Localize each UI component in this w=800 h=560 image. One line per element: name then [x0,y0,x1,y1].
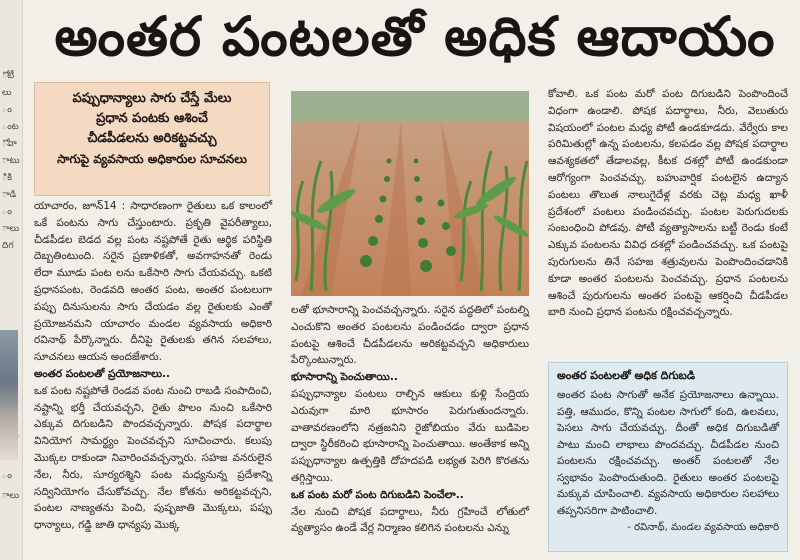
paragraph: కోవాలి. ఒక పంట మరో పంట దిగుబడిని పెంపొందించే విధంగా ఉండాలి. పోషక పదార్థాలు, నీరు, వెలుతురు విషయంలో పంటల మధ్య పోటీ ఉండకూడదు. వేర్వేరు కాల పరిమితుల్లో ఉన్న పంటలను, కలపడం వల్ల పోషక పదార్థాల ఆవశ్యకతలో తేడాలవల్ల, కీటక దశల్లో పోటీ ఉండకుండా ఆరోగ్యంగా పెంచవచ్చు. బహువార్షిక పంటలైన ఉద్యాన పంటలు తొలుత నాలుగైదేళ్ల వరకు చెట్ల మధ్య ఖాళీ ప్రదేశంలో పంటలు పండించవచ్చు. పంటల పెరుగుదలకు సంబంధించి పోడవు. పోటీ వ్యత్యాసాలను బట్టీ రెండు కంటే ఎక్కువ పంటలను వివిధ దశల్లో పండించవచ్చు. ఒక పంటపై పురుగులను తినే సహజ శత్రువులను పెంపొందించడానికి కూడా అంతర పంటలను పెంచవచ్చు. ప్రధాన పంటలను ఆశించే పురుగులను అంతర పంటపై ఆకర్షించి చీడపీడల బారి నుంచి ప్రధాన పంటను రక్షించవచ్చన్నారు. [548,88,788,319]
deck-box [34,82,270,196]
crop-field-illustration [291,91,529,296]
edge-text-fragment: ోవా [2,139,17,149]
edge-text-fragment: ాలు [2,491,20,501]
deck-line: ప్రధాన పంటకు ఆశించే [96,111,208,126]
edge-text-fragment: ంట [2,122,19,132]
edge-text-fragment: ోటీ [2,71,15,81]
edge-text-fragment: ాలు [2,224,20,234]
article-column-1 [34,198,272,554]
paragraph: పప్పుధాన్యాల పంటలు రాల్చిన ఆకులు కుళ్లి సేంద్రియ ఎరువుగా మారి భూసారం పెరుగుతుందన్నారు. వాతావరణంలోని నత్రజనిని రైజోబియం వేరు బుడిపెల ద్వారా స్థిరీకరించి భూసారాన్ని పెంచుతాయి. అంతేకాక అన్ని పప్పుధాన్యాల ఉత్పత్తికి దోహదపడి లభ్యత పెరిగి కొరతను తగ్గిస్తాయి. [291,387,529,484]
article-column-3 [548,86,788,356]
edge-text-fragment: ాడి [2,190,17,200]
info-box-title: అంతర పంటలతో అధిక దిగుబడి [557,369,696,382]
edge-text-fragment: ికి [2,173,12,183]
adjacent-column-edge [0,0,23,560]
edge-text-fragment: ాటు [2,156,20,166]
deck-line: సాగుపై వ్యవసాయ అధికారుల సూచనలు [57,152,247,166]
info-box-body: అంతర పంట సాగుతో అనేక ప్రయోజనాలు ఉన్నాయి. పత్తి, ఆముదం, కొన్ని పంటల సాగులో కంది, ఉలవలు, పెసలు సాగు చేయవచ్చు. దీంతో అధిక దిగుబడితో పాటు మంచి లాభాలు పొందవచ్చు. చీడపీడల నుంచి పంటలను రక్షించవచ్చు. అంతర్ పంటలతో నేల స్వభావం పెంపొందుతుంది. రైతులు అంతర పంటలపై మక్కువ చూపించాలి. వ్యవసాయ అధికారుల సలహాలు తప్పనిసరిగా పాటించాలి. [557,389,779,517]
edge-text-fragment: ం [2,471,12,481]
subheading: భూసారాన్ని పెంచుతాయి.. [291,371,398,384]
subheading: ఒక పంట మరో పంట దిగుబడిని పెంచేలా.. [291,488,464,501]
info-box [548,362,788,552]
paragraph: యాచారం, జూన్14 : సాధారణంగా రైతులు ఒక కాలంలో ఒకే పంటను సాగు చేస్తుంటారు. ప్రకృతి వైపరీత్యాలు, చీడపీడల బెడద వల్ల పంట నష్టపోతే రైతు ఆర్థిక పరిస్థితి దెబ్బతింటుంది. సరైన ప్రణాళికతో, అవగాహనతో రెండు లేదా మూడు పంట లను ఒకేసారి సాగు చేయవచ్చు. ఒకటి ప్రధానపంట, రెండవది అంతర పంట, అంతర పంటలుగా పప్పు దినుసులను సాగు చేయడం వల్ల రైతులకు ఎంతో ప్రయోజనమని యాచారం మండల వ్యవసాయ అధికారి రవినాథ్ పేర్కొన్నారు. దీనిపై రైతులకు తగిన సలహాలు, సూచనలు ఆయన అందజేశారు. [34,200,272,364]
article-column-2 [291,302,529,554]
edge-text-fragment: లు [2,88,12,98]
edge-text-fragment: ం [2,105,12,115]
headline: అంతర పంటలతో అధిక ఆదాయం [54,4,776,68]
crop-field-photo [291,91,529,296]
subheading: అంతర పంటలతో ప్రయోజనాలు.. [34,367,170,380]
paragraph: ఒక పంట నష్టపోతే రెండవ పంట నుంచి రాబడి సంపాదించి, నష్టాన్ని భర్తీ చేయవచ్చని, రైతు పొలం నుంచి ఒకేసారి ఎక్కువ దిగుబడిని పొందవచ్చన్నారు. పోషక పదార్థాల వినియోగ సామర్థ్యం పెంచవచ్చని సూచించారు. కలుపు మొక్కల రాకుండా నివారించవచ్చన్నారు. సహజ వనరులైన నేల, నీరు, సూర్యరశ్మిని పంట మధ్యనున్న ప్రదేశాన్ని సద్వినియోగం చేసుకోవచ్చు. నేల కోతను అరికట్టవచ్చని, పంటల నాణ్యతను పెంచి, పుష్పజాతి మొక్కలు, పప్పు ధాన్యాలు, గడ్డి జాతి ధాన్యపు మొక్క [34,384,272,532]
adjacent-photo-fragment [0,330,18,460]
paragraph: లతో భూసారాన్ని పెంచవచ్చన్నారు. సరైన పద్ధతిలో పంటల్ని ఎంచుకొని అంతర పంటలను పండించడం ద్వారా ప్రధాన పంటపై ఆశించే చీడపీడలను అరికట్టవచ్చని అధికారులు పేర్కొంటున్నారు. [291,304,529,367]
deck-line: చీడపీడలను అరికట్టవచ్చు [87,131,217,146]
info-box-signature: - రవినాథ్, మండల వ్యవసాయ అధికారి [627,522,779,533]
paragraph: నేల నుంచి పోషక పదార్థాలు, నీరు గ్రహించే లోతులో వ్యత్యాసం ఉండే వేర్ల నిర్మాణం కలిగిన పంటలను ఎన్ను [291,505,529,535]
edge-text-fragment: ం [2,207,12,217]
edge-text-fragment: దిగ [2,241,14,251]
deck-line: పప్పుధాన్యాలు సాగు చేస్తే మేలు [72,91,232,106]
